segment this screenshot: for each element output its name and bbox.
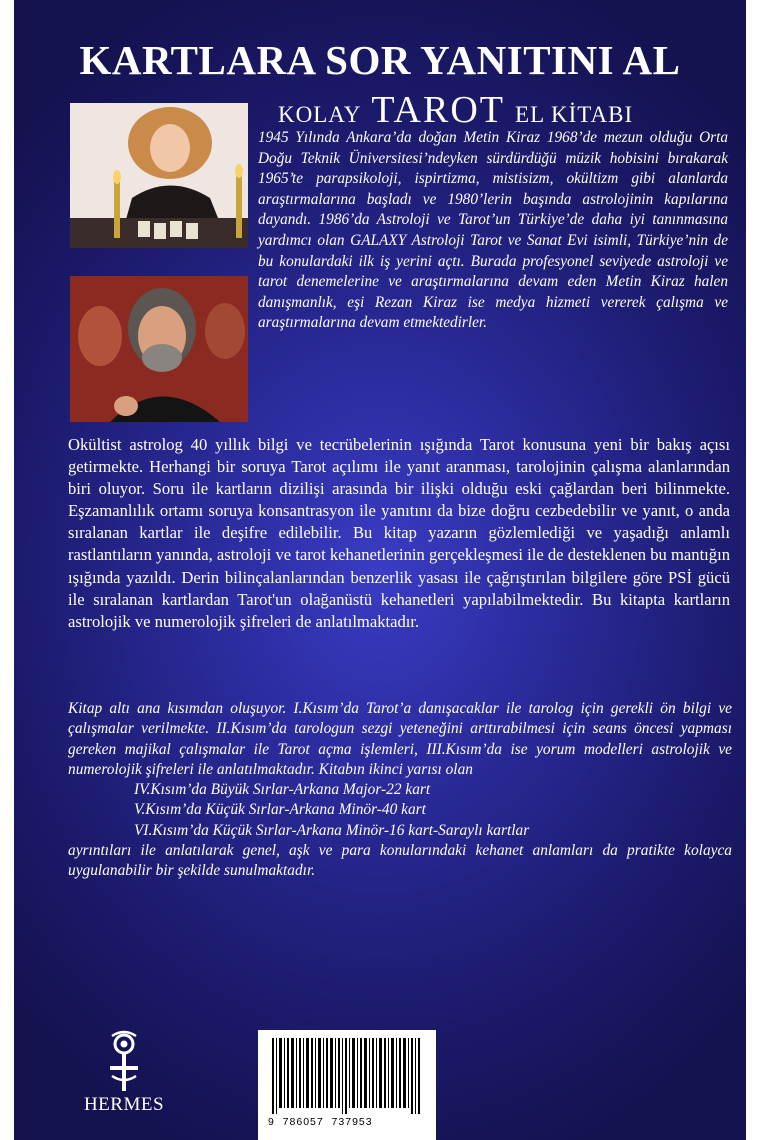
subtitle-kolay: KOLAY [278,102,362,127]
subtitle-el-kitabi: EL KİTABI [515,102,634,127]
contents-part-4: IV.Kısım’da Büyük Sırlar-Arkana Major-22 kart [134,781,431,799]
isbn-digits: 9 786057 737953 [268,1116,373,1128]
photo-illustration-2 [70,276,248,422]
contents-part-6: VI.Kısım’da Küçük Sırlar-Arkana Minör-16 kart-Saraylı kartlar [134,821,530,839]
book-back-cover [14,0,746,1140]
cover-title: KARTLARA SOR YANITINI AL [79,37,681,83]
contents-part-5: V.Kısım’da Küçük Sırlar-Arkana Minör-40 kart [134,801,426,819]
book-description-paragraph: Okültist astrolog 40 yıllık bilgi ve tecrübelerinin ışığında Tarot konusuna yeni bir bakış açısı getirmekte. Herhangi bir soruya Tarot açılımı ile yanıt aranması, tarolojinin çalışma alanlarından biri oluyor. Soru ile kartların dizilişi arasında bir ilişki olduğu eski çağlardan beri bilinmekte. Eşzamanlılık ortamı soruya konsantrasyon ile yanıtını da bize doğru cezbedebilir ve yanıt, o anda sıralanan kartlar ile deşifre edilebilir. Bu kitap yazarın gözlemlediği ve yaşadığı anlamlı rastlantıların yanında, astroloji ve tarot kehanetlerinin gerçekleşmesi ile de desteklenen bu mantığın ışığında yazıldı. Derin bilinçalanlarından benzerlik yasası ile çağrıştırılan bilgilere göre PSİ gücü ile sıralanan kartlardan Tarot'un olağanüstü kehanetleri yapılabilmektedir. Bu kitapta kartların astrolojik ve numerolojik şifreleri de anlatılmaktadır. [68,435,730,631]
author-bio-paragraph: 1945 Yılında Ankara’da doğan Metin Kiraz 1968’de mezun olduğu Orta Doğu Teknik Üniversitesi’ndeyken sürdürdüğü müzik hobisini bırakarak 1965’te parapsikoloji, ispirtizma, mistisizm, okültizm gibi alanlarda araştırmalarına başladı ve 1980’lerin başında astrolojinin kapılarına dayandı. 1986’da Astroloji ve Tarot’un Türkiye’de daha iyi tanınmasına yardımcı olan GALAXY Astroloji Tarot ve Sanat Evi isimli, Türkiye’nin de bu konulardaki ilk iş yerini açtı. Burada profesyonel seviyede astroloji ve tarot denemelerine ve araştırmalarına devam eden Metin Kiraz halen danışmanlık, eşi Rezan Kiraz ise medya hizmeti vererek çalışma ve araştırmalarına devam etmektedirler. [258,129,728,332]
cover-subtitle [278,88,698,132]
book-contents-paragraph [68,699,732,882]
contents-intro: Kitap altı ana kısımdan oluşuyor. I.Kısım’da Tarot’a danışacaklar ile tarolog için gerekli ön bilgi ve çalışmalar verilmekte. II.Kısım’da tarologun sezgi yeteneğini arttırabilmesi için seans öncesi yapması gereken majikal çalışmalar ile Tarot açma işlemleri, III.Kısım’da ise yorum modelleri astrolojik ve numerolojik şifreleri ile anlatılmaktadır. Kitabın ikinci yarısı olan [68,700,732,778]
subtitle-tarot: TAROT [371,89,506,131]
hermes-caduceus-icon [82,1030,166,1094]
isbn-barcode [258,1030,436,1140]
publisher-name: HERMES [83,1094,165,1115]
photo-illustration-1 [70,103,248,248]
publisher-logo [82,1030,166,1120]
author-photo-tarot-reader [70,103,248,248]
barcode-bars [258,1030,436,1116]
author-photo-metin-kiraz [70,276,248,422]
contents-outro: ayrıntıları ile anlatılarak genel, aşk ve para konularındaki kehanet anlamları da pratikte kolayca uygulanabilir bir şekilde sunulmaktadır. [68,842,732,880]
